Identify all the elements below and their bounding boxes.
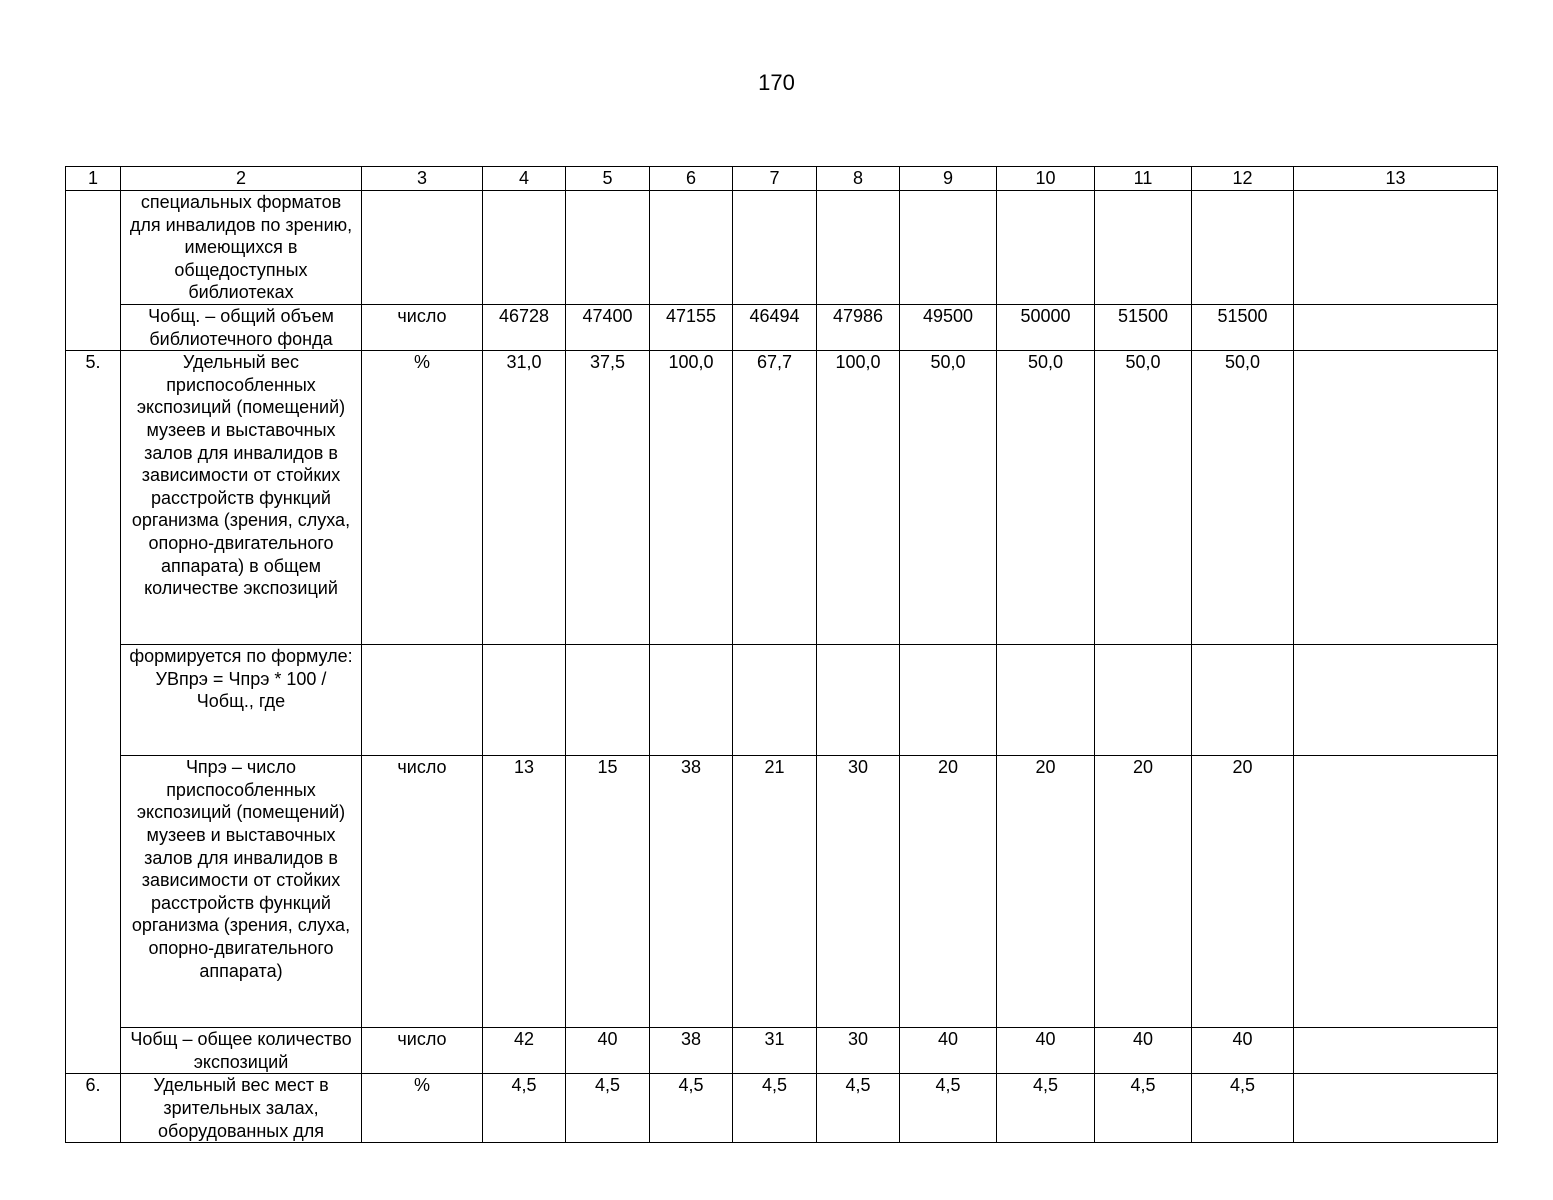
value-cell: 51500 xyxy=(1095,304,1192,350)
indicator-description: Чпрэ – число приспособленных экспозиций (помещений) музеев и выставочных залов для инвалидов в зависимости от стойких расстройств функций организма (зрения, слуха, опорно-двигательного аппарата) xyxy=(121,756,362,1028)
table-row xyxy=(66,1028,1498,1074)
value-cell: 100,0 xyxy=(650,351,733,645)
value-cell: 30 xyxy=(817,1028,900,1074)
indicator-description: Удельный вес приспособленных экспозиций (помещений) музеев и выставочных залов для инвалидов в зависимости от стойких расстройств функций организма (зрения, слуха, опорно-двигательного аппарата) в общем количестве экспозиций xyxy=(121,351,362,645)
unit-cell: число xyxy=(362,1028,483,1074)
value-cell: 15 xyxy=(566,756,650,1028)
value-cell: 47400 xyxy=(566,304,650,350)
value-cell: 20 xyxy=(1192,756,1294,1028)
row-number-cell xyxy=(66,191,121,351)
table-row xyxy=(66,304,1498,350)
table-row xyxy=(66,191,1498,305)
value-cell: 21 xyxy=(733,756,817,1028)
value-cell xyxy=(733,645,817,756)
table-row xyxy=(66,1074,1498,1143)
unit-cell: число xyxy=(362,756,483,1028)
value-cell: 51500 xyxy=(1192,304,1294,350)
value-cell: 4,5 xyxy=(1095,1074,1192,1143)
value-cell: 67,7 xyxy=(733,351,817,645)
value-cell: 50,0 xyxy=(900,351,997,645)
column-number: 7 xyxy=(733,167,817,191)
value-cell: 42 xyxy=(483,1028,566,1074)
unit-cell xyxy=(362,645,483,756)
column-number: 11 xyxy=(1095,167,1192,191)
value-cell: 100,0 xyxy=(817,351,900,645)
column-number: 5 xyxy=(566,167,650,191)
page-number: 170 xyxy=(758,70,795,95)
value-cell: 38 xyxy=(650,756,733,1028)
formula-description: формируется по формуле: УВпрэ = Чпрэ * 100 / Чобщ., где xyxy=(121,645,362,756)
value-cell xyxy=(483,645,566,756)
value-cell xyxy=(733,191,817,305)
value-cell xyxy=(566,191,650,305)
column-number: 6 xyxy=(650,167,733,191)
table-row xyxy=(66,756,1498,1028)
column-number-row xyxy=(66,167,1498,191)
value-cell xyxy=(1095,645,1192,756)
value-cell xyxy=(817,645,900,756)
value-cell: 4,5 xyxy=(733,1074,817,1143)
note-cell xyxy=(1294,304,1498,350)
value-cell xyxy=(997,191,1095,305)
value-cell: 50000 xyxy=(997,304,1095,350)
column-number: 8 xyxy=(817,167,900,191)
value-cell: 40 xyxy=(900,1028,997,1074)
value-cell: 4,5 xyxy=(997,1074,1095,1143)
value-cell: 47986 xyxy=(817,304,900,350)
table-row xyxy=(66,645,1498,756)
note-cell xyxy=(1294,191,1498,305)
value-cell: 4,5 xyxy=(1192,1074,1294,1143)
value-cell: 31,0 xyxy=(483,351,566,645)
value-cell xyxy=(1192,191,1294,305)
value-cell: 20 xyxy=(1095,756,1192,1028)
value-cell xyxy=(817,191,900,305)
unit-cell: число xyxy=(362,304,483,350)
value-cell: 40 xyxy=(566,1028,650,1074)
note-cell xyxy=(1294,756,1498,1028)
column-number: 1 xyxy=(66,167,121,191)
unit-cell: % xyxy=(362,1074,483,1143)
value-cell: 31 xyxy=(733,1028,817,1074)
column-number: 4 xyxy=(483,167,566,191)
note-cell xyxy=(1294,351,1498,645)
value-cell: 4,5 xyxy=(817,1074,900,1143)
indicator-description: Удельный вес мест в зрительных залах, оборудованных для xyxy=(121,1074,362,1143)
value-cell: 30 xyxy=(817,756,900,1028)
value-cell: 49500 xyxy=(900,304,997,350)
column-number: 13 xyxy=(1294,167,1498,191)
value-cell xyxy=(566,645,650,756)
value-cell xyxy=(900,645,997,756)
value-cell xyxy=(650,191,733,305)
note-cell xyxy=(1294,645,1498,756)
value-cell: 40 xyxy=(997,1028,1095,1074)
value-cell: 4,5 xyxy=(483,1074,566,1143)
table-row xyxy=(66,351,1498,645)
value-cell xyxy=(1192,645,1294,756)
value-cell: 37,5 xyxy=(566,351,650,645)
unit-cell: % xyxy=(362,351,483,645)
column-number: 10 xyxy=(997,167,1095,191)
value-cell xyxy=(997,645,1095,756)
value-cell: 50,0 xyxy=(997,351,1095,645)
column-number: 3 xyxy=(362,167,483,191)
note-cell xyxy=(1294,1074,1498,1143)
column-number: 9 xyxy=(900,167,997,191)
value-cell: 4,5 xyxy=(650,1074,733,1143)
note-cell xyxy=(1294,1028,1498,1074)
value-cell: 13 xyxy=(483,756,566,1028)
value-cell: 20 xyxy=(997,756,1095,1028)
value-cell xyxy=(1095,191,1192,305)
row-number-cell: 5. xyxy=(66,351,121,1074)
column-number: 2 xyxy=(121,167,362,191)
value-cell: 50,0 xyxy=(1192,351,1294,645)
indicator-description: Чобщ. – общий объем библиотечного фонда xyxy=(121,304,362,350)
indicators-table xyxy=(65,166,1498,1143)
value-cell: 50,0 xyxy=(1095,351,1192,645)
value-cell xyxy=(900,191,997,305)
value-cell: 46728 xyxy=(483,304,566,350)
value-cell: 46494 xyxy=(733,304,817,350)
column-number: 12 xyxy=(1192,167,1294,191)
indicator-description: специальных форматов для инвалидов по зрению, имеющихся в общедоступных библиотеках xyxy=(121,191,362,305)
value-cell: 20 xyxy=(900,756,997,1028)
unit-cell xyxy=(362,191,483,305)
value-cell: 40 xyxy=(1192,1028,1294,1074)
value-cell: 40 xyxy=(1095,1028,1192,1074)
value-cell xyxy=(483,191,566,305)
value-cell: 4,5 xyxy=(900,1074,997,1143)
value-cell xyxy=(650,645,733,756)
row-number-cell: 6. xyxy=(66,1074,121,1143)
value-cell: 47155 xyxy=(650,304,733,350)
indicator-description: Чобщ – общее количество экспозиций xyxy=(121,1028,362,1074)
value-cell: 4,5 xyxy=(566,1074,650,1143)
value-cell: 38 xyxy=(650,1028,733,1074)
